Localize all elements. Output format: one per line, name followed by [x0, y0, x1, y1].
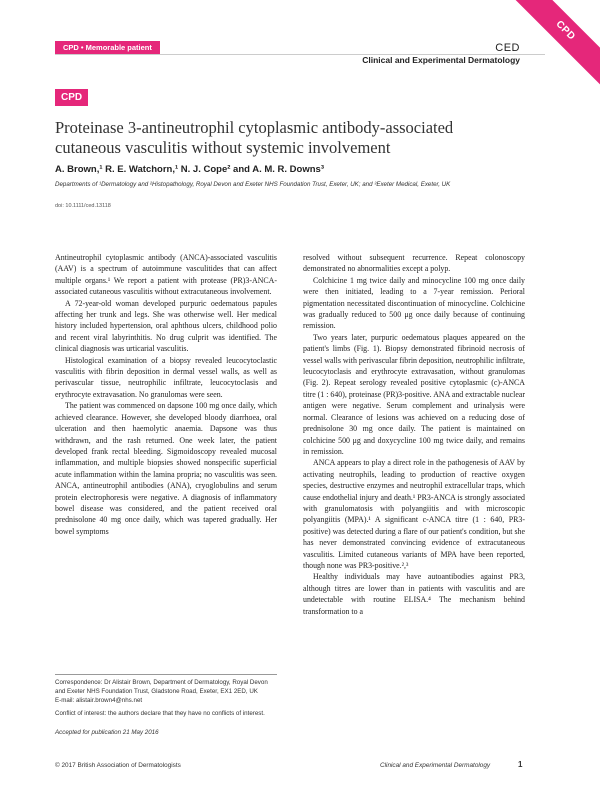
page-number: 1: [518, 760, 523, 769]
paragraph: Antineutrophil cytoplasmic antibody (ANCA)-associated vasculitis (AAV) is a spectrum of autoimmune vasculitides that can affect multiple organs.¹ We report a patient with protease (PR)3-ANCA-associated cutaneous vasculitis without extracutaneous involvement.: [55, 253, 277, 297]
correspondence-email: E-mail: alistair.brown4@nhs.net: [55, 697, 143, 704]
conflict-footnote: Conflict of interest: the authors declare that they have no conflicts of interest.: [55, 710, 265, 717]
paragraph: ANCA appears to play a direct role in the pathogenesis of AAV by activating neutrophils, leading to production of reactive oxygen species, destructive enzymes and neutrophil extracellular traps, which cause endothelial injury and death.¹ PR3-ANCA is strongly associated with granulomatosis with polyangiitis and with microscopic polyangiitis (MPA).¹ A significant c-ANCA titre (1 : 640, PR3-positive) was detected during a flare of our patient's condition, but she has never demonstrated convincing evidence of extracutaneous vasculitis. Limited cutaneous variants of MPA have been reported, though none was PR3-positive.²,³: [303, 458, 525, 570]
doi: doi: 10.1111/ced.13118: [55, 203, 111, 209]
cpd-badge: CPD: [55, 89, 88, 106]
accepted-date: Accepted for publication 21 May 2016: [55, 729, 159, 736]
paragraph: The patient was commenced on dapsone 100 mg once daily, which achieved clearance. However, she developed bloody diarrhoea, oral ulceration and then haemolytic anaemia. Dapsone was thus withdrawn, and the rash returned. One week later, the patient developed frank rectal bleeding. Sigmoidoscopy revealed mucosal inflammation, and multiple biopsies showed nonspecific superficial acute inflammation within the lamina propria; no vasculitis was seen. ANCA, antineutrophil antibodies (ANA), cryoglobulins and serum protein electrophoresis were negative. A diagnosis of inflammatory bowel disease was considered, and the patient received oral prednisolone 40 mg once daily, which was tapered gradually. Her bowel symptoms: [55, 401, 277, 536]
corner-ribbon-label: CPD: [510, 0, 600, 86]
paragraph: Colchicine 1 mg twice daily and minocycline 100 mg once daily were then initiated, leading to a 7-year remission. Perioral pigmentation necessitated discontinuation of minocycline. Colchicine was gradually reduced to 500 μg once daily because of continuing remission.: [303, 275, 525, 331]
paragraph: Histological examination of a biopsy revealed leucocytoclastic vasculitis with fibrin deposition in dermal vessel walls, as well as perivascular tissue, neutrophilic infiltrate, leucocytoclasis and erythrocyte extravasation. No granulomas were seen.: [55, 355, 277, 399]
affiliations: Departments of ¹Dermatology and ²Histopathology, Royal Devon and Exeter NHS Foundation Trust, Exeter, UK; and ³Exeter Medical, Exeter, UK: [55, 181, 451, 188]
correspondence-footnote: [55, 678, 277, 705]
cpd-corner-ribbon: [510, 0, 600, 90]
journal-name: Clinical and Experimental Dermatology: [362, 55, 520, 65]
author-list: A. Brown,¹ R. E. Watchorn,¹ N. J. Cope² and A. M. R. Downs³: [55, 164, 324, 175]
article-title: Proteinase 3-antineutrophil cytoplasmic antibody-associated cutaneous vasculitis without systemic involvement: [55, 118, 454, 157]
copyright: © 2017 British Association of Dermatologists: [55, 762, 181, 769]
correspondence-address: Correspondence: Dr Alistair Brown, Department of Dermatology, Royal Devon and Exeter NHS Foundation Trust, Gladstone Road, Exeter, EX1 2ED, UK: [55, 679, 268, 695]
paragraph: Healthy individuals may have autoantibodies against PR3, although titres are lower than in patients with vasculitis and are undetectable with routine ELISA.⁴ The mechanism behind transformation to a: [303, 572, 525, 616]
paragraph: resolved without subsequent recurrence. Repeat colonoscopy demonstrated no abnormalities except a polyp.: [303, 253, 525, 274]
body-column-left: [55, 252, 277, 537]
section-tag: CPD • Memorable patient: [55, 41, 160, 54]
body-column-right: [303, 252, 525, 617]
journal-header: [362, 42, 520, 65]
footnote-rule: [55, 674, 277, 675]
paragraph: Two years later, purpuric oedematous plaques appeared on the patient's limbs (Fig. 1). Biopsy demonstrated fibrinoid necrosis of vessel walls with perivascular fibrin deposition, neutrophilic infiltrate, leucocytoclasis and erythrocyte extravasation, without granulomas (Fig. 2). Repeat serology revealed positive cytoplasmic (c)-ANCA titre (1 : 640), proteinase (PR)3-positive. ANA and extractable nuclear antigen were negative. Serum complement and urinalysis were normal. Clearance of lesions was achieved on a reducing dose of prednisolone 30 mg once daily. The patient is maintained on colchicine 500 μg and doxycycline 100 mg twice daily, and remains in remission.: [303, 332, 525, 456]
paragraph: A 72-year-old woman developed purpuric oedematous papules affecting her trunk and legs. She was otherwise well. Her medical history included hypertension, oral aphthous ulcers, childhood polio and recent viral labyrinthitis. No drug culprit was identified. The clinical diagnosis was urticarial vasculitis.: [55, 298, 277, 354]
journal-abbreviation: CED: [495, 42, 520, 54]
footer-journal: Clinical and Experimental Dermatology: [380, 762, 491, 769]
